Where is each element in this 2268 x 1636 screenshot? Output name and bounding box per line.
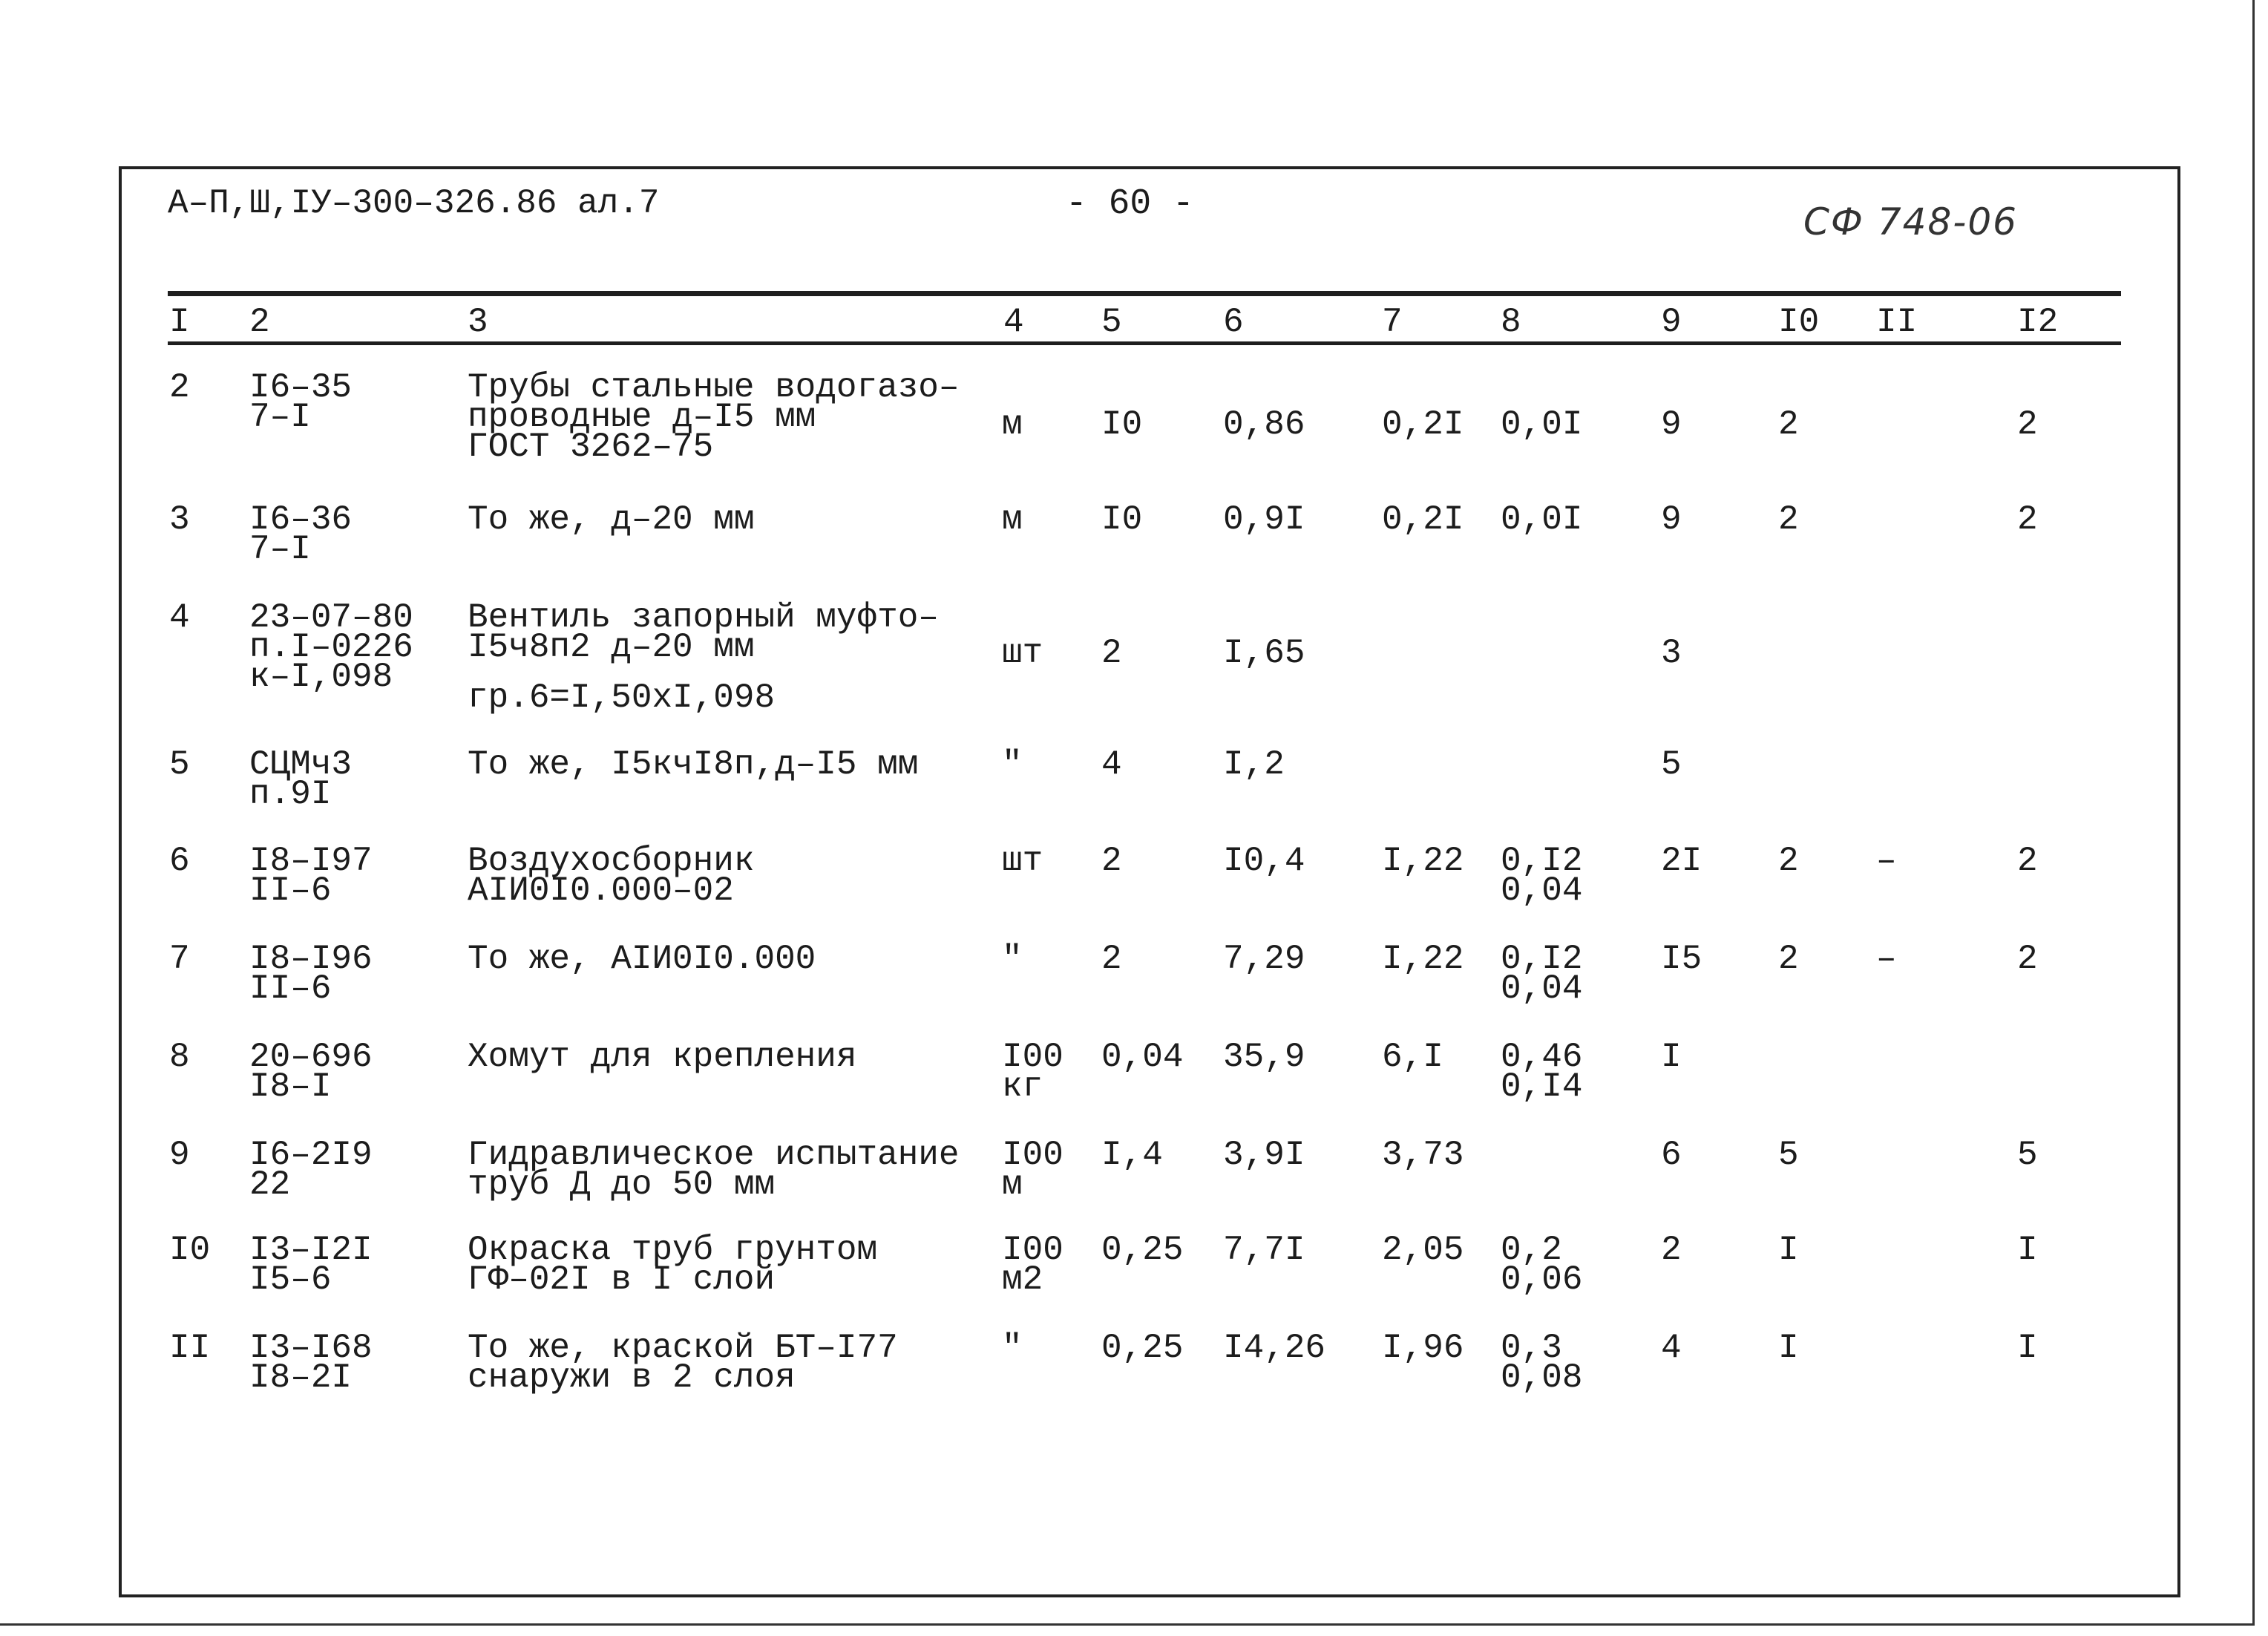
- item-description: То же, д–20 мм: [468, 500, 755, 539]
- col-header-9: 9: [1661, 303, 1682, 341]
- quantity: 2: [1101, 842, 1122, 880]
- unit: ": [1002, 940, 1023, 978]
- col-7-value: 3,73: [1382, 1136, 1464, 1174]
- col-7-value: 0,2I: [1382, 405, 1464, 444]
- col-7-value: I,22: [1382, 940, 1464, 978]
- col-header-7: 7: [1382, 303, 1403, 341]
- col-header-3: 3: [468, 303, 488, 341]
- col-10-value: 2: [1778, 842, 1799, 880]
- col-9-value: 3: [1661, 634, 1682, 673]
- col-7-value: I,22: [1382, 842, 1464, 880]
- row-number: I0: [169, 1231, 211, 1269]
- col-header-6: 6: [1223, 303, 1244, 341]
- col-6-value: I0,4: [1223, 842, 1305, 880]
- col-6-value: I,65: [1223, 634, 1305, 673]
- col-12-value: 2: [2017, 500, 2038, 539]
- col-6-value: 0,86: [1223, 405, 1305, 444]
- quantity: I0: [1101, 405, 1143, 444]
- col-10-value: 2: [1778, 500, 1799, 539]
- quantity: 2: [1101, 634, 1122, 673]
- item-description: То же, краской БТ–I77 снаружи в 2 слоя: [468, 1329, 898, 1397]
- quantity: 0,25: [1101, 1231, 1184, 1269]
- row-number: 6: [169, 842, 190, 880]
- col-9-value: 2I: [1661, 842, 1702, 880]
- table-header-rule: [168, 341, 2121, 345]
- col-8-value: 0,I2 0,04: [1501, 940, 1583, 1008]
- rate-code: I3–I2I I5–6: [249, 1231, 373, 1299]
- rate-code: 20–696 I8–I: [249, 1038, 373, 1106]
- col-8-value: 0,I2 0,04: [1501, 842, 1583, 910]
- unit: шт: [1002, 842, 1043, 880]
- row-number: 7: [169, 940, 190, 978]
- col-9-value: 6: [1661, 1136, 1682, 1174]
- rate-code: I6–2I9 22: [249, 1136, 373, 1204]
- col-11-value: –: [1876, 940, 1897, 978]
- col-10-value: 2: [1778, 940, 1799, 978]
- item-description: Хомут для крепления: [468, 1038, 857, 1076]
- col-header-2: 2: [249, 303, 270, 341]
- col-12-value: 2: [2017, 842, 2038, 880]
- quantity: 4: [1101, 745, 1122, 784]
- table-top-rule: [168, 291, 2121, 296]
- item-description: Окраска труб грунтом ГФ–02I в I слой: [468, 1231, 878, 1299]
- item-description: То же, АIИ0I0.000: [468, 940, 816, 978]
- row-number: II: [169, 1329, 211, 1367]
- col-8-value: 0,0I: [1501, 500, 1583, 539]
- col-7-value: I,96: [1382, 1329, 1464, 1367]
- col-header-11: II: [1876, 303, 1918, 341]
- col-8-value: 0,3 0,08: [1501, 1329, 1583, 1397]
- col-7-value: 2,05: [1382, 1231, 1464, 1269]
- unit: I00 м2: [1002, 1231, 1063, 1299]
- col-6-value: I4,26: [1223, 1329, 1326, 1367]
- unit: м: [1002, 500, 1023, 539]
- col-10-value: 2: [1778, 405, 1799, 444]
- rate-code: 23–07–80 п.I–0226 к–I,098: [249, 598, 413, 696]
- col-9-value: I5: [1661, 940, 1702, 978]
- item-description: То же, I5кчI8п,д–I5 мм: [468, 745, 919, 784]
- col-7-value: 0,2I: [1382, 500, 1464, 539]
- page-number: - 60 -: [1066, 184, 1194, 224]
- col-10-value: I: [1778, 1329, 1799, 1367]
- item-description-note: гр.6=I,50хI,098: [468, 678, 776, 717]
- row-number: 4: [169, 598, 190, 637]
- unit: шт: [1002, 634, 1043, 673]
- row-number: 2: [169, 368, 190, 407]
- handwritten-stamp: СФ 748-06: [1803, 200, 2018, 243]
- col-header-10: I0: [1778, 303, 1820, 341]
- row-number: 8: [169, 1038, 190, 1076]
- rate-code: I3–I68 I8–2I: [249, 1329, 373, 1397]
- item-description: Трубы стальные водогазо– проводные д–I5 мм ГОСТ 3262–75: [468, 368, 960, 466]
- rate-code: I8–I96 II–6: [249, 940, 373, 1008]
- col-6-value: 3,9I: [1223, 1136, 1305, 1174]
- quantity: 2: [1101, 940, 1122, 978]
- col-10-value: 5: [1778, 1136, 1799, 1174]
- unit: I00 м: [1002, 1136, 1063, 1204]
- rate-code: I6–35 7–I: [249, 368, 353, 436]
- col-6-value: 7,7I: [1223, 1231, 1305, 1269]
- col-9-value: 5: [1661, 745, 1682, 784]
- item-description: Вентиль запорный муфто– I5ч8п2 д–20 мм: [468, 598, 939, 667]
- rate-code: I6–36 7–I: [249, 500, 353, 569]
- col-header-8: 8: [1501, 303, 1521, 341]
- col-header-1: I: [169, 303, 190, 341]
- quantity: I0: [1101, 500, 1143, 539]
- quantity: I,4: [1101, 1136, 1163, 1174]
- col-6-value: 35,9: [1223, 1038, 1305, 1076]
- col-12-value: 2: [2017, 940, 2038, 978]
- col-6-value: I,2: [1223, 745, 1285, 784]
- rate-code: I8–I97 II–6: [249, 842, 373, 910]
- col-9-value: 9: [1661, 500, 1682, 539]
- row-number: 3: [169, 500, 190, 539]
- quantity: 0,04: [1101, 1038, 1184, 1076]
- unit: I00 кг: [1002, 1038, 1063, 1106]
- item-description: Воздухосборник АIИ0I0.000–02: [468, 842, 755, 910]
- col-9-value: I: [1661, 1038, 1682, 1076]
- rate-code: СЦМч3 п.9I: [249, 745, 353, 814]
- col-10-value: I: [1778, 1231, 1799, 1269]
- unit: ": [1002, 745, 1023, 784]
- col-9-value: 9: [1661, 405, 1682, 444]
- col-8-value: 0,0I: [1501, 405, 1583, 444]
- unit: м: [1002, 405, 1023, 444]
- col-header-4: 4: [1003, 303, 1024, 341]
- row-number: 9: [169, 1136, 190, 1174]
- col-6-value: 0,9I: [1223, 500, 1305, 539]
- col-9-value: 4: [1661, 1329, 1682, 1367]
- item-description: Гидравлическое испытание труб Д до 50 мм: [468, 1136, 960, 1204]
- col-12-value: 5: [2017, 1136, 2038, 1174]
- col-12-value: I: [2017, 1231, 2038, 1269]
- col-header-12: I2: [2017, 303, 2059, 341]
- col-7-value: 6,I: [1382, 1038, 1443, 1076]
- quantity: 0,25: [1101, 1329, 1184, 1367]
- col-8-value: 0,46 0,I4: [1501, 1038, 1583, 1106]
- col-9-value: 2: [1661, 1231, 1682, 1269]
- col-12-value: I: [2017, 1329, 2038, 1367]
- unit: ": [1002, 1329, 1023, 1367]
- col-6-value: 7,29: [1223, 940, 1305, 978]
- content-frame: [119, 166, 2180, 1597]
- col-12-value: 2: [2017, 405, 2038, 444]
- document-code: А–П,Ш,IУ–300–326.86 ал.7: [168, 184, 660, 223]
- row-number: 5: [169, 745, 190, 784]
- col-11-value: –: [1876, 842, 1897, 880]
- col-header-5: 5: [1101, 303, 1122, 341]
- col-8-value: 0,2 0,06: [1501, 1231, 1583, 1299]
